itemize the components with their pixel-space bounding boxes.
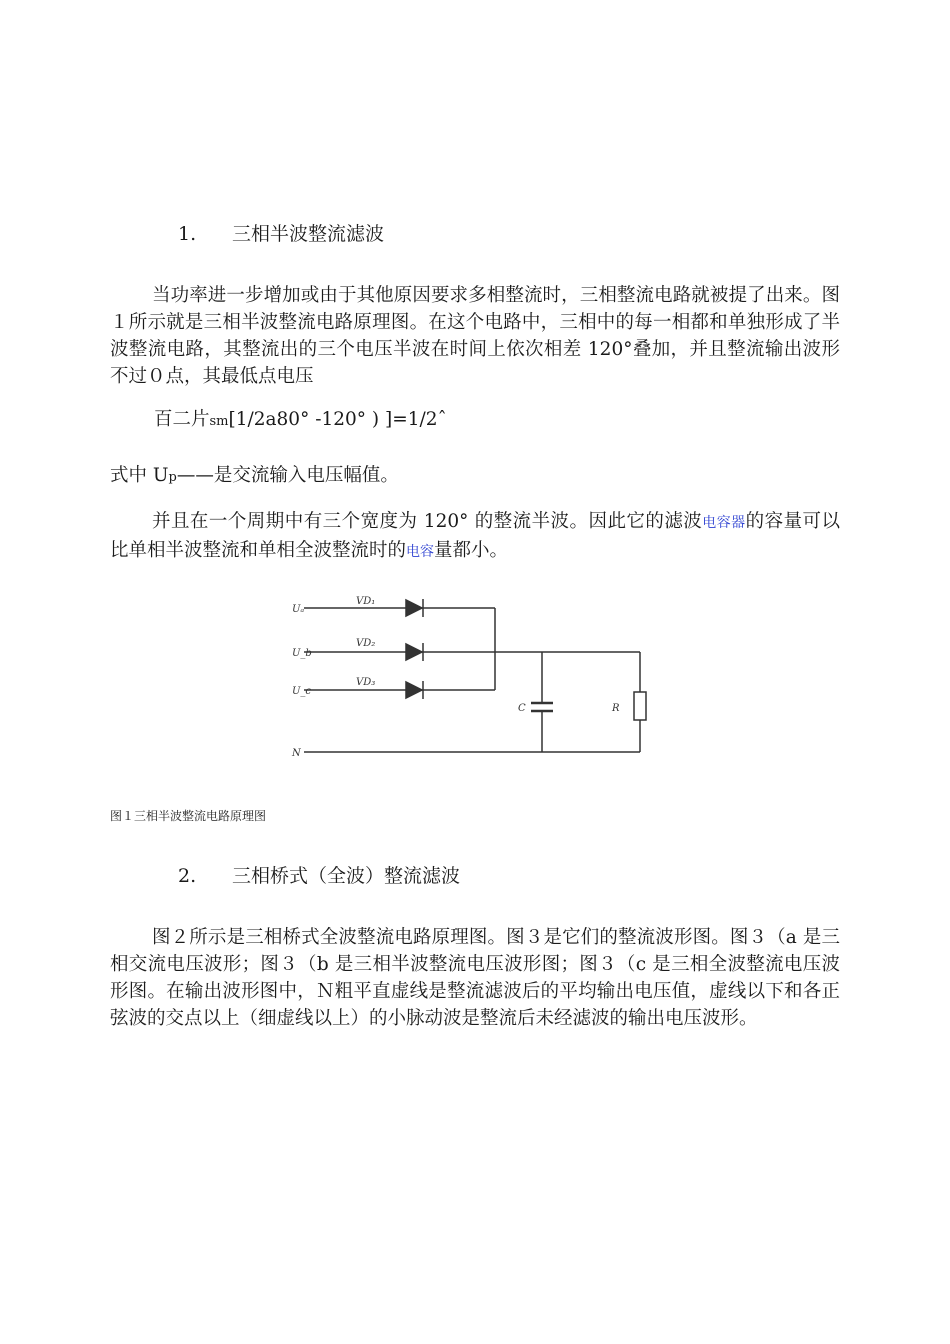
label-r: R (612, 703, 620, 714)
label-uc: U_c (292, 686, 312, 697)
label-ub: U_b (292, 648, 312, 659)
paragraph-2-text-c: 量都小。 (434, 540, 509, 561)
section-1-title: 三相半波整流滤波 (232, 223, 385, 245)
formula-line (154, 406, 447, 435)
label-n: N (292, 748, 301, 759)
section-2-title: 三相桥式（全波）整流滤波 (232, 865, 461, 887)
section-1-heading (178, 222, 384, 246)
definition-subscript: p (168, 470, 177, 485)
paragraph-2-text-b: 的容量可以比单相半波整流和单相全波整流时的 (110, 511, 840, 561)
capacitor-link[interactable]: 电容器 (702, 515, 746, 531)
three-phase-rectifier-circuit (290, 588, 670, 768)
formula-subscript: sm (209, 414, 229, 429)
figure-1-caption: 图１三相半波整流电路原理图 (110, 809, 267, 823)
section-2-paragraph: 图２所示是三相桥式全波整流电路原理图。图３是它们的整流波形图。图３（a 是三相交流电压波形；图３（b 是三相半波整流电压波形图；图３（c 是三相全波整流电压波形图。在输出波形图中，Ｎ粗平直虚线是整流滤波后的平均输出电压值，虚线以下和各正弦波的交点以上（细虚线以上）的小脉动波是整流后未经滤波的输出电压波形。 (110, 927, 840, 1029)
diode-vd3-icon (406, 682, 422, 698)
definition-part-b: ——是交流输入电压幅值。 (176, 465, 399, 486)
diode-vd2-icon (406, 644, 422, 660)
section-1-paragraph-2 (110, 508, 840, 566)
formula-part-b: [1/2a80° -120° ) ]=1/2ˆ (228, 409, 447, 430)
label-ua: Uₐ (292, 604, 305, 615)
label-vd1: VD₁ (356, 596, 376, 607)
section-1-paragraph-1: 当功率进一步增加或由于其他原因要求多相整流时，三相整流电路就被提了出来。图１所示就是三相半波整流电路原理图。在这个电路中，三相中的每一相都和单独形成了半波整流电路，其整流出的三个电压半波在时间上依次相差 120°叠加，并且整流输出波形不过０点，其最低点电压 (110, 285, 840, 387)
section-2-number: 2. (178, 865, 197, 887)
paragraph-2-text-a: 并且在一个周期中有三个宽度为 120° 的整流半波。因此它的滤波 (152, 511, 703, 532)
diode-vd1-icon (406, 600, 422, 616)
section-1-number: 1. (178, 223, 197, 245)
section-2-heading (178, 864, 460, 888)
resistor-icon (634, 692, 646, 720)
formula-part-a: 百二片 (154, 409, 210, 430)
definition-part-a: 式中 U (110, 465, 169, 486)
capacitance-link[interactable]: 电容 (406, 544, 435, 560)
definition-line (110, 462, 399, 491)
label-vd2: VD₂ (356, 638, 376, 649)
label-c: C (518, 703, 526, 714)
label-vd3: VD₃ (356, 677, 376, 688)
